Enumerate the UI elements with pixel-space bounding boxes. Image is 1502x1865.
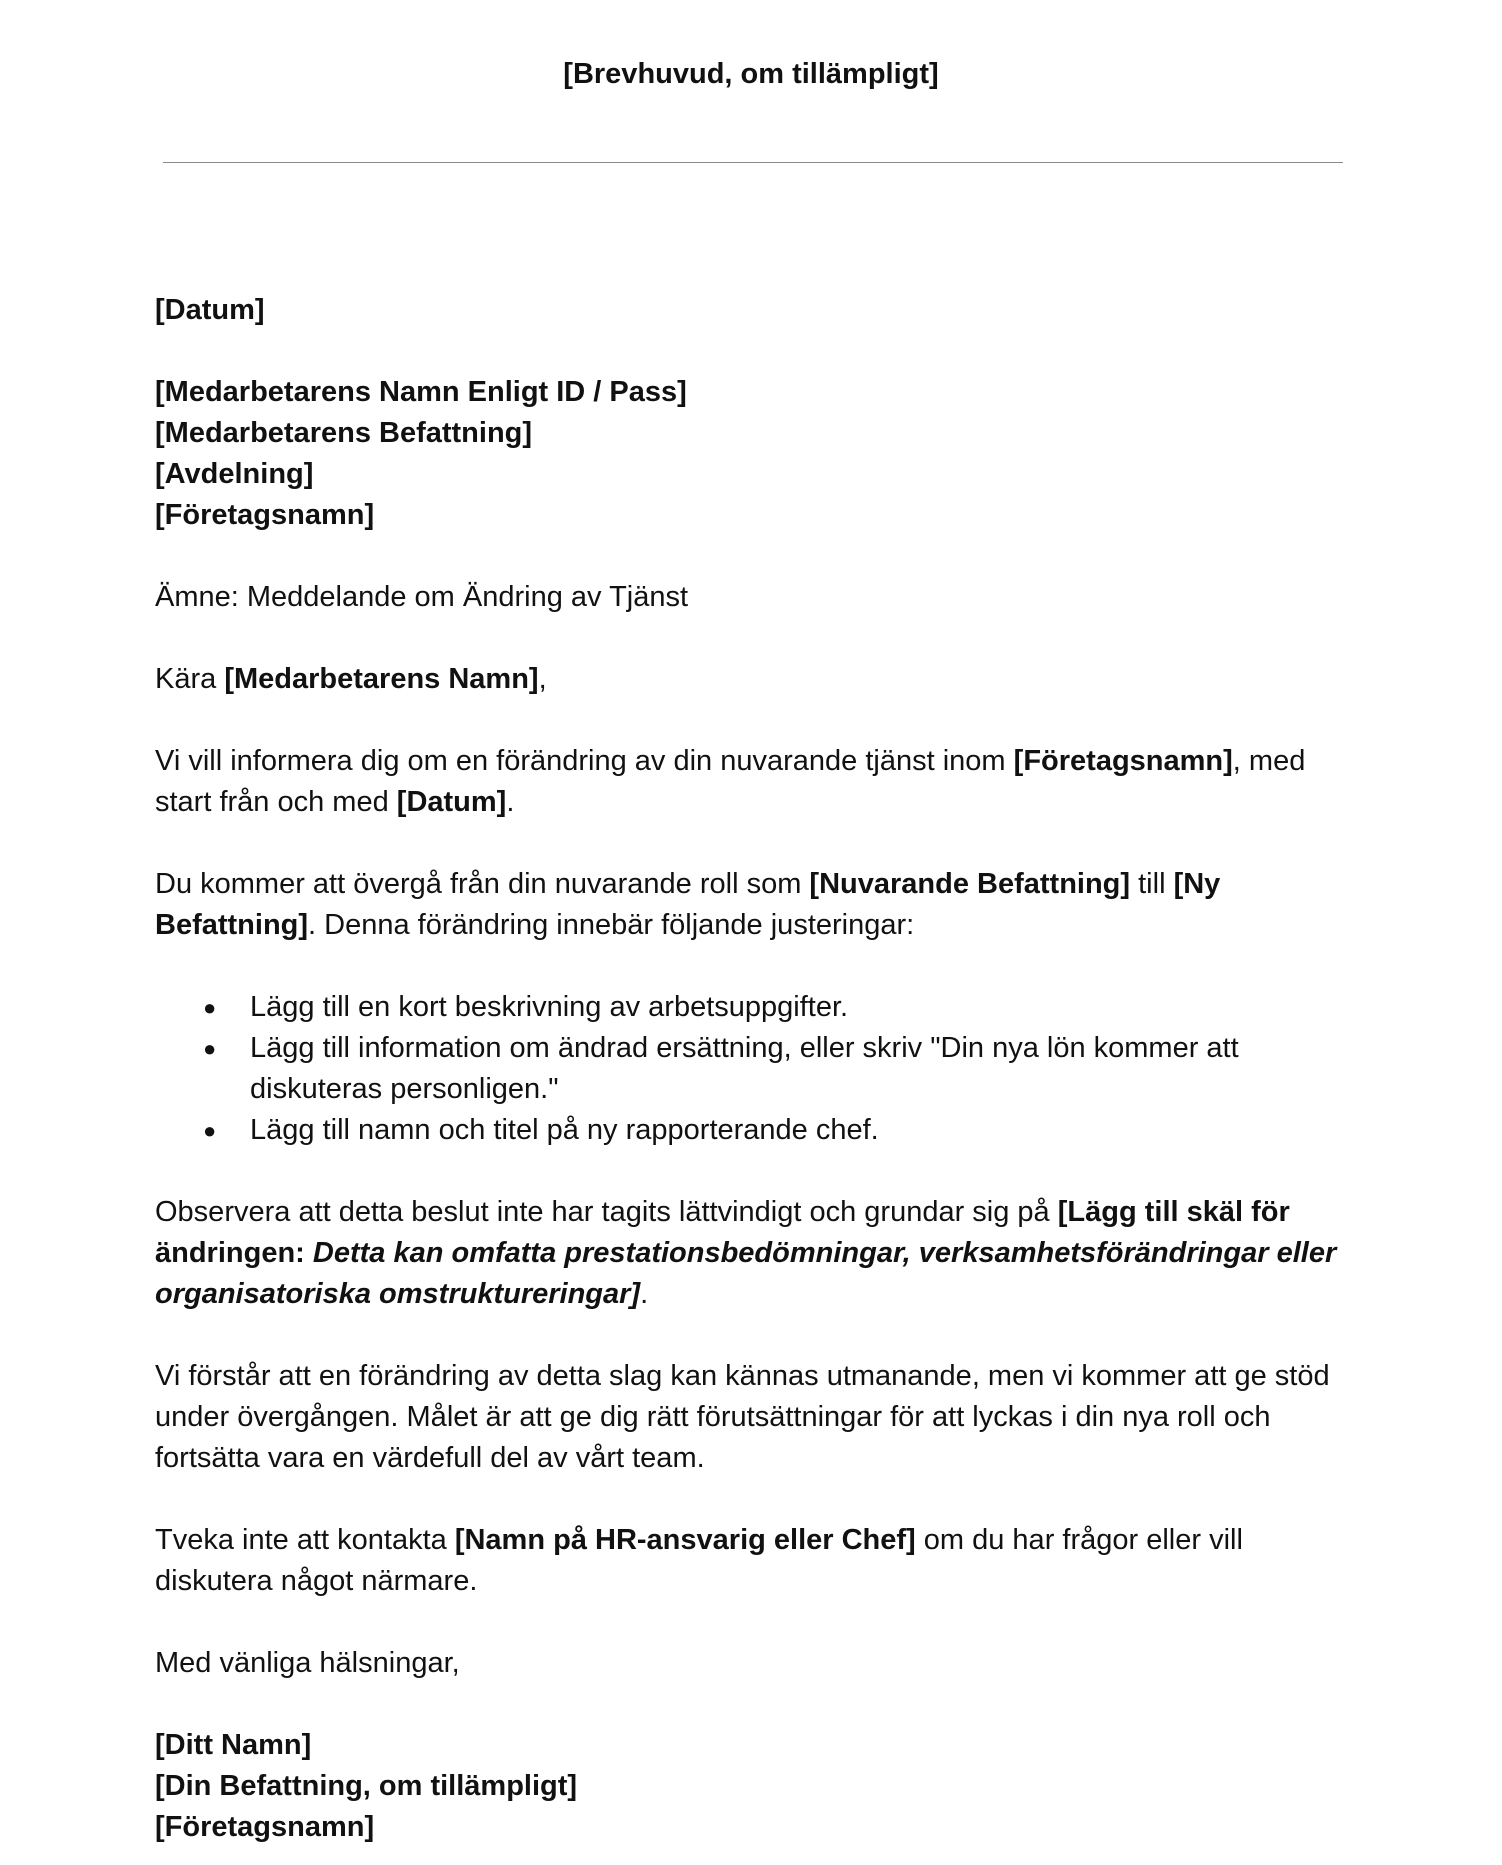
paragraph-reason: Observera att detta beslut inte har tagits lättvindigt och grundar sig på [Lägg till skäl för ändringen: Detta kan omfatta prestationsbedömningar, verksamhetsförändringar eller organisatoriska omstruktureringar]. (155, 1196, 1337, 1310)
greeting: Kära [Medarbetarens Namn], (155, 663, 547, 695)
bullet-icon: ● (203, 1036, 217, 1061)
start-date-placeholder: [Datum] (396, 786, 507, 818)
current-title-placeholder: [Nuvarande Befattning] (809, 868, 1131, 900)
paragraph-support: Vi förstår att en förändring av detta slag kan kännas utmanande, men vi kommer att ge stöd under övergången. Målet är att ge dig rätt förutsättningar för att lyckas i din nya roll och fortsätta vara en värdefull del av vårt team. (155, 1360, 1330, 1474)
recipient-department: [Avdelning] (155, 458, 314, 490)
recipient-name: [Medarbetarens Namn Enligt ID / Pass] (155, 376, 687, 408)
reason-placeholder: [Lägg till skäl för ändringen: (155, 1196, 1290, 1269)
adjustments-list (155, 987, 1355, 1151)
company-placeholder: [Företagsnamn] (1013, 745, 1233, 777)
paragraph-role-transition: Du kommer att övergå från din nuvarande roll som [Nuvarande Befattning] till [Ny Befattning]. Denna förändring innebär följande justeringar: (155, 868, 1221, 941)
letter-date: [Datum] (155, 294, 265, 326)
recipient-company: [Företagsnamn] (155, 499, 375, 531)
letter-body (155, 290, 1355, 1848)
contact-placeholder: [Namn på HR-ansvarig eller Chef] (454, 1524, 916, 1556)
letterhead: [Brevhuvud, om tillämpligt] (563, 58, 939, 90)
list-item: ● Lägg till namn och titel på ny rapporterande chef. (155, 1110, 1355, 1151)
closing: Med vänliga hälsningar, (155, 1647, 460, 1679)
bullet-icon: ● (203, 995, 217, 1020)
list-item: ● Lägg till information om ändrad ersättning, eller skriv "Din nya lön kommer att diskuteras personligen." (155, 1028, 1355, 1110)
signature-company: [Företagsnamn] (155, 1811, 375, 1843)
paragraph-contact: Tveka inte att kontakta [Namn på HR-ansvarig eller Chef] om du har frågor eller vill diskutera något närmare. (155, 1524, 1243, 1597)
subject-line: Ämne: Meddelande om Ändring av Tjänst (155, 581, 689, 613)
bullet-icon: ● (203, 1118, 217, 1143)
list-item: ● Lägg till en kort beskrivning av arbetsuppgifter. (155, 987, 1355, 1028)
new-title-placeholder: [Ny Befattning] (155, 868, 1221, 941)
signature-block (155, 1725, 1355, 1848)
header-divider (163, 162, 1343, 163)
greeting-name: [Medarbetarens Namn] (224, 663, 539, 695)
recipient-title: [Medarbetarens Befattning] (155, 417, 533, 449)
reason-examples: Detta kan omfatta prestationsbedömningar, verksamhetsförändringar eller organisatoriska omstruktureringar] (155, 1237, 1337, 1310)
recipient-block (155, 372, 1355, 536)
signature-title: [Din Befattning, om tillämpligt] (155, 1770, 578, 1802)
signature-name: [Ditt Namn] (155, 1729, 312, 1761)
paragraph-change-notice: Vi vill informera dig om en förändring av din nuvarande tjänst inom [Företagsnamn], med start från och med [Datum]. (155, 745, 1306, 818)
